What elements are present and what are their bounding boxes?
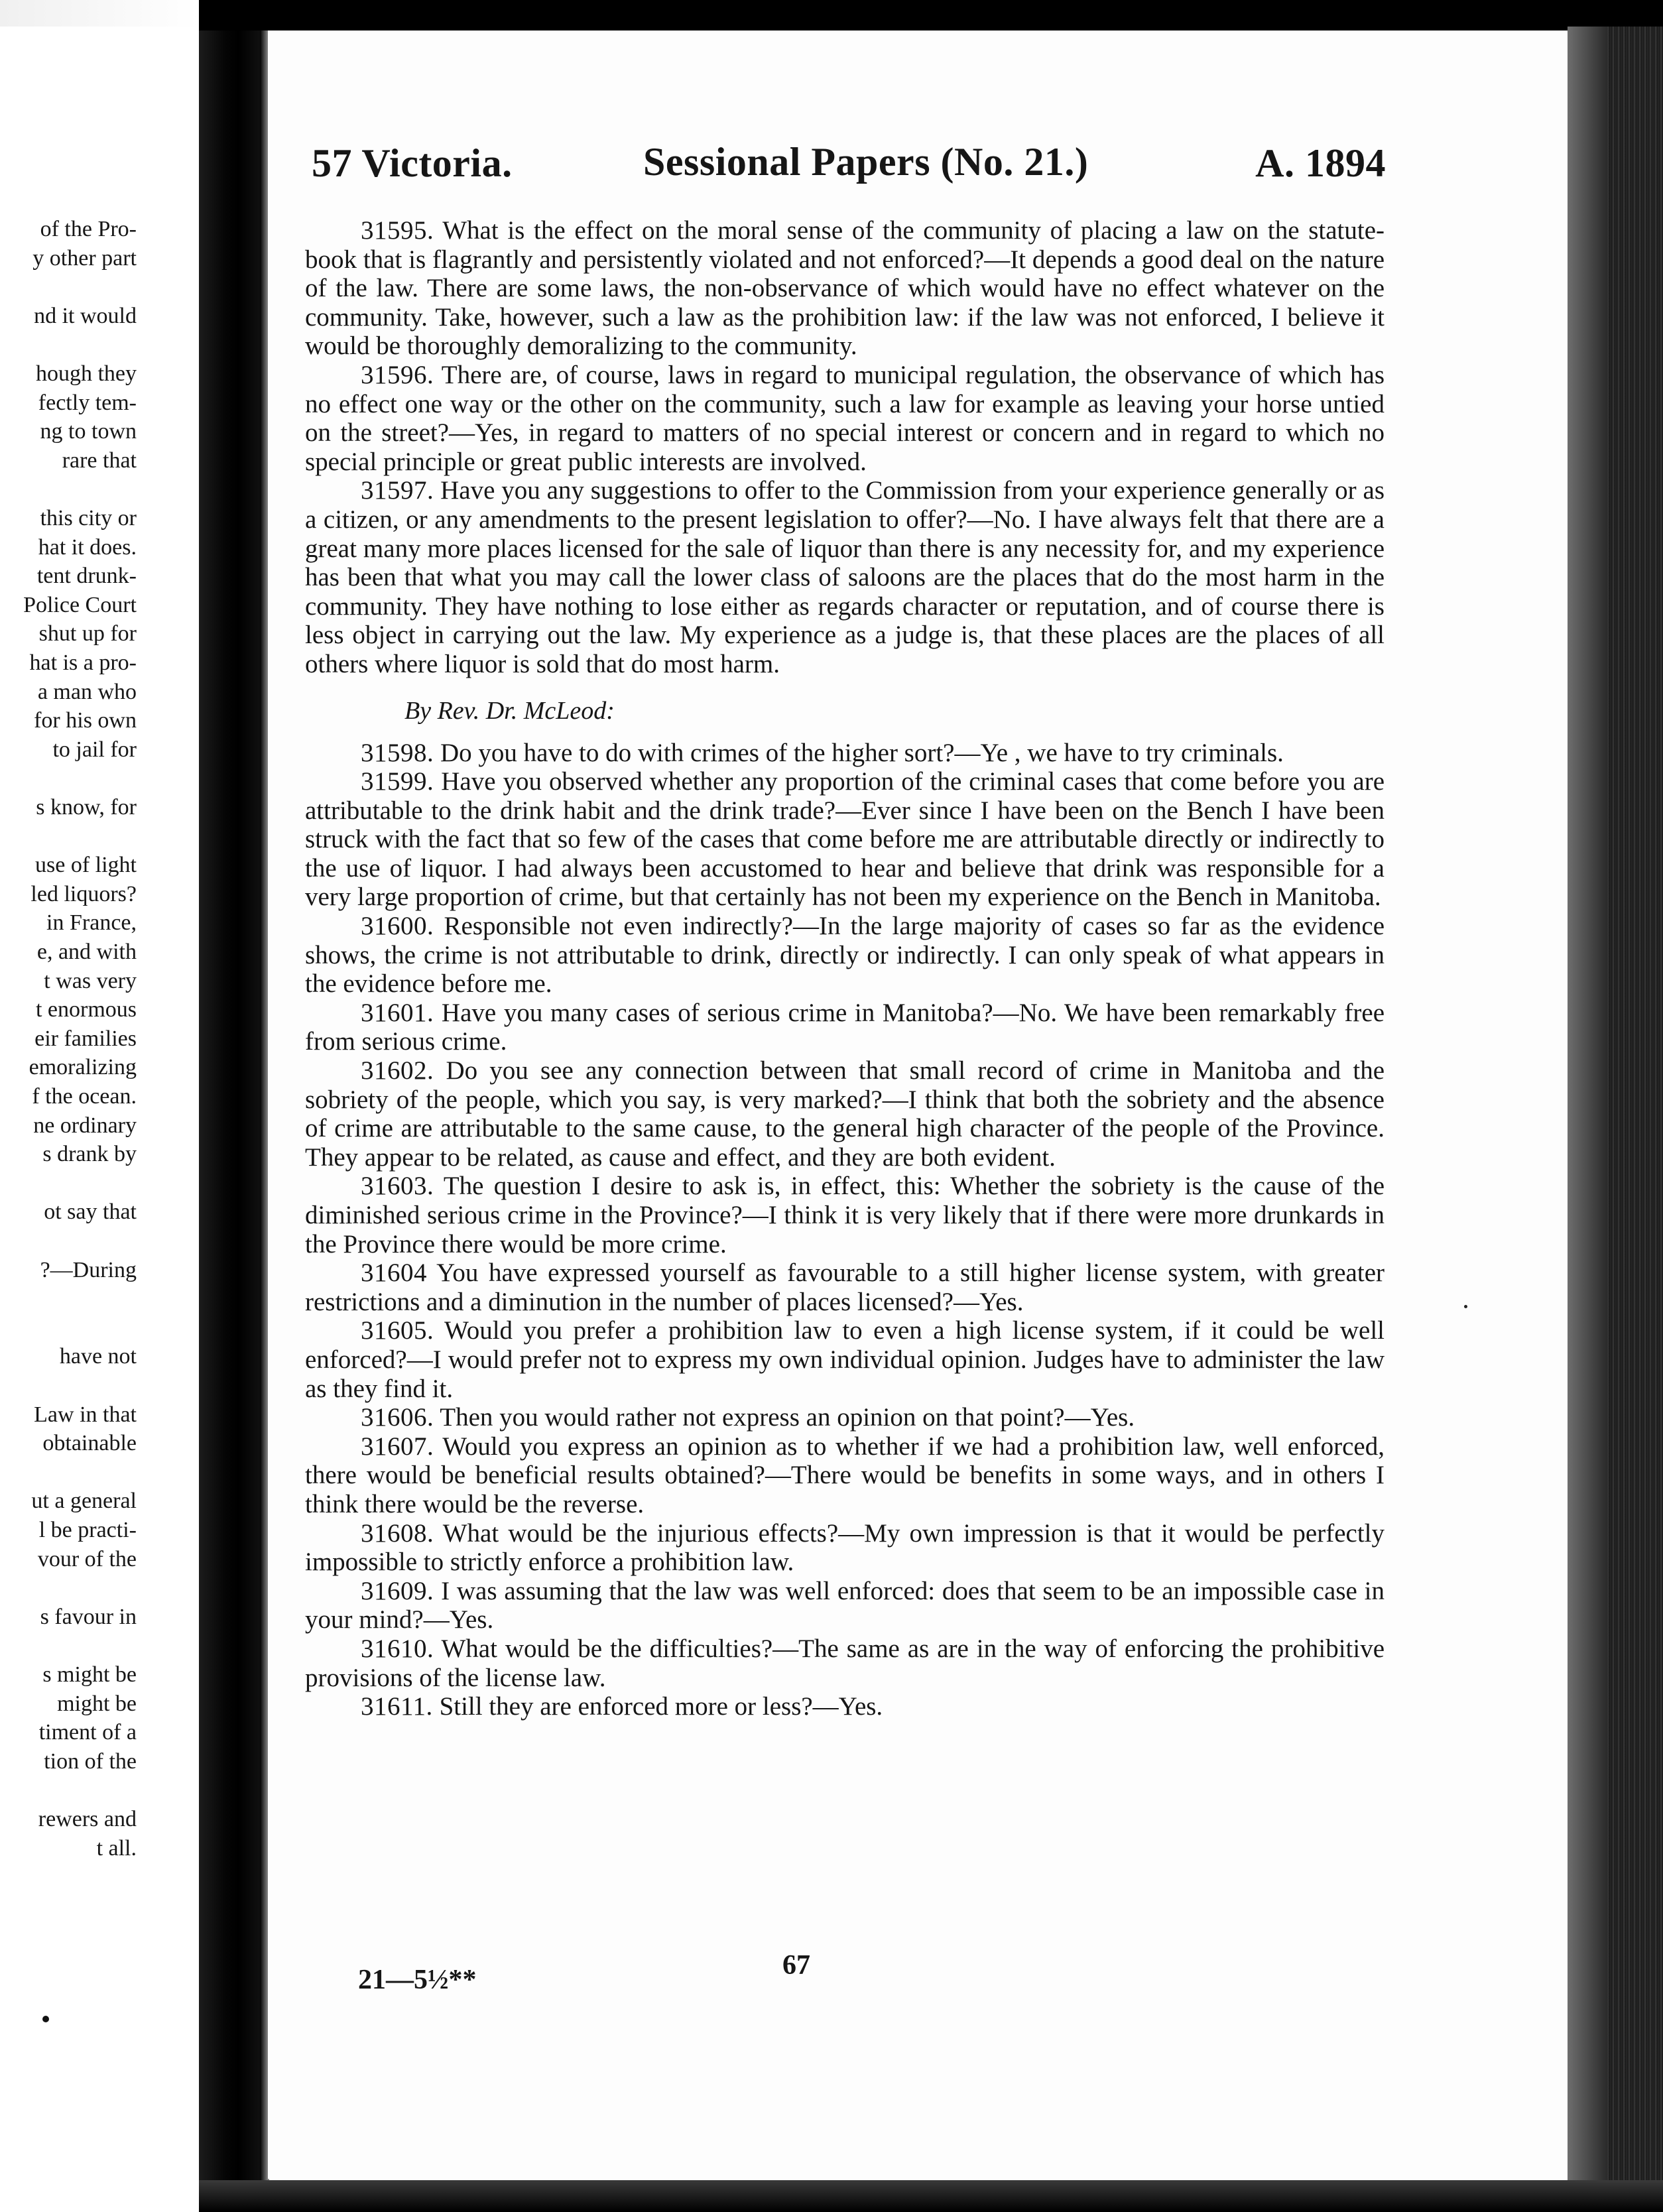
question-paragraph — [305, 999, 1385, 1056]
question-number: 31604 — [361, 1259, 427, 1288]
question-number: 31596. — [361, 360, 434, 389]
facing-page-line: t all. — [96, 1835, 137, 1861]
facing-page-line: tion of the — [44, 1749, 137, 1774]
question-paragraph — [305, 1432, 1385, 1519]
question-paragraph — [305, 1259, 1385, 1316]
facing-page-line: this city or — [40, 506, 137, 530]
facing-page-line: nd it would — [34, 303, 137, 328]
facing-page-line: hat is a pro- — [29, 650, 137, 675]
question-number: 31602. — [361, 1056, 434, 1085]
question-text: Would you prefer a prohibition law to even a high license system, if it could be well enforced?—I would prefer not to express my own individual opinion. Judges have to administer the law as they find it. — [305, 1316, 1385, 1403]
running-header — [312, 117, 1386, 190]
scan-bottom-border — [199, 2180, 1663, 2212]
stray-speck — [1464, 1305, 1467, 1308]
facing-page-line: hough they — [35, 361, 137, 386]
question-text: Do you have to do with crimes of the higher sort?—Ye , we have to try criminals. — [440, 738, 1284, 767]
facing-page-line: ut a general — [31, 1489, 137, 1514]
facing-page-line: s might be — [42, 1662, 137, 1687]
question-text: What is the effect on the moral sense of the community of placing a law on the statute-book that is flagrantly and persistently violated and not enforced?—It depends a good deal on the nature of the law. There are some laws, the non-observance of which would have no effect whatever on the community. Take, however, such a law as the prohibition law: if the law was not enforced, I believe it would be thoroughly demoralizing to the community. — [305, 216, 1385, 361]
facing-page-line: a man who — [37, 679, 137, 704]
paragraphs-after — [305, 739, 1385, 1721]
facing-page-line: hat it does. — [38, 534, 137, 560]
question-paragraph — [305, 912, 1385, 999]
question-text: I was assuming that the law was well enforced: does that seem to be an impossible case in your mind?—Yes. — [305, 1576, 1385, 1634]
question-number: 31601. — [361, 998, 434, 1027]
question-text: Do you see any connection between that small record of crime in Manitoba and the sobriety of the people, which you say, is very marked?—I think that both the sobriety and the absence of crime are attributable to the same cause, to the general high character of the people of the Province. They appear to be related, as cause and effect, and they are both evident. — [305, 1056, 1385, 1172]
stray-mark — [42, 2016, 49, 2022]
question-text: Would you express an opinion as to whether if we had a prohibition law, well enforced, there would be beneficial results obtained?—There would be benefits in some ways, and in others I think there would be the reverse. — [305, 1432, 1385, 1518]
question-paragraph — [305, 1172, 1385, 1259]
question-number: 31599. — [361, 767, 434, 796]
facing-page-line: fectly tem- — [38, 390, 137, 415]
facing-page-line: rewers and — [38, 1807, 137, 1831]
question-paragraph — [305, 1403, 1385, 1432]
facing-page-line: l be practi- — [38, 1518, 137, 1542]
question-paragraph — [305, 361, 1385, 476]
question-text: Responsible not even indirectly?—In the large majority of cases so far as the evidence shows, the crime is not attributable to drink, directly or indirectly. I can only speak of what appears in the evidence before me. — [305, 912, 1385, 999]
facing-page-line: might be — [57, 1691, 137, 1716]
facing-page-line: of the Pro- — [40, 217, 137, 241]
facing-page-line: s know, for — [36, 795, 137, 820]
question-number: 31600. — [361, 912, 434, 941]
facing-page-line: ne ordinary — [33, 1113, 137, 1138]
question-paragraph — [305, 1692, 1385, 1721]
question-number: 31607. — [361, 1432, 434, 1461]
question-paragraph — [305, 476, 1385, 678]
facing-page-line: rare that — [62, 448, 137, 473]
question-text: Have you any suggestions to offer to the Commission from your experience generally or as a citizen, or any amendments to the present legislation to offer?—No. I have always felt that there are a great many more places licensed for the sale of liquor than there is any necessity for, and my experience has been that what you may call the lower class of saloons are the places that do the most harm in the community. They have nothing to lose either as regards character or reputation, and of course there is less object in carrying out the law. My experience as a judge is, that these places are the places of all others where liquor is sold that do most harm. — [305, 476, 1385, 678]
book-gutter — [199, 0, 265, 2212]
facing-page-line: Police Court — [23, 592, 137, 617]
facing-page-line: eir families — [34, 1026, 137, 1051]
question-text: The question I desire to ask is, in effect, this: Whether the sobriety is the cause of the diminished serious crime in the Province?—I think it is very likely that if there were more drunkards in the Province there would be more crime. — [305, 1172, 1385, 1259]
facing-page-line: shut up for — [38, 621, 137, 646]
question-paragraph — [305, 216, 1385, 361]
page-edge-shade — [1568, 27, 1607, 2212]
facing-page-line: for his own — [34, 708, 137, 733]
facing-page-line: in France, — [46, 910, 137, 936]
speaker-heading: By Rev. Dr. McLeod: — [404, 696, 615, 725]
question-paragraph — [305, 1577, 1385, 1634]
question-number: 31609. — [361, 1576, 434, 1605]
facing-page-line: t enormous — [35, 997, 137, 1022]
facing-page-line: ng to town — [40, 419, 137, 444]
question-number: 31608. — [361, 1518, 434, 1548]
facing-page-line: timent of a — [38, 1720, 137, 1745]
page-stack-edges — [1568, 27, 1663, 2212]
question-text: What would be the difficulties?—The same as are in the way of enforcing the prohibitive provisions of the license law. — [305, 1634, 1385, 1692]
question-text: Have you observed whether any proportion of the criminal cases that come before you are attributable to the drink habit and the drink trade?—Ever since I have been on the Bench I have been struck with the fact that so few of the cases that come before me are attributable directly or indirectly to the use of liquor. I had always been accustomed to hear and believe that drink was responsible for a very large proportion of crime, but that certainly has not been my experience on the Bench in Manitoba. — [305, 767, 1385, 912]
facing-page — [0, 0, 199, 2212]
facing-page-text — [0, 0, 139, 2212]
question-number: 31595. — [361, 216, 434, 245]
question-text: Then you would rather not express an opinion on that point?—Yes. — [440, 1403, 1135, 1432]
facing-page-line: s favour in — [40, 1604, 137, 1629]
question-number: 31598. — [361, 738, 434, 767]
facing-page-line: emoralizing — [29, 1055, 137, 1080]
question-paragraph — [305, 739, 1385, 768]
facing-page-line: vour of the — [37, 1546, 137, 1571]
facing-page-line: Law in that — [34, 1402, 137, 1427]
facing-page-line: s drank by — [42, 1142, 137, 1167]
question-number: 31610. — [361, 1634, 434, 1663]
facing-page-line: ?—During — [40, 1257, 137, 1282]
header-year: A. 1894 — [1255, 141, 1386, 185]
question-paragraph — [305, 1056, 1385, 1172]
question-text: There are, of course, laws in regard to municipal regulation, the observance of which has no effect one way or the other on the community, such a law for example as leaving your horse untied on the street?—Yes, in regard to matters of no special interest or concern and in regard to which no special principle or great public interests are involved. — [305, 360, 1385, 476]
facing-page-line: ot say that — [44, 1199, 137, 1225]
facing-page-line: led liquors? — [31, 881, 137, 906]
question-text: Still they are enforced more or less?—Yes. — [439, 1692, 883, 1721]
question-number: 31611. — [361, 1692, 433, 1721]
facing-page-line: tent drunk- — [36, 564, 137, 589]
paragraphs-before — [305, 216, 1385, 679]
question-number: 31603. — [361, 1172, 434, 1201]
question-number: 31597. — [361, 476, 434, 505]
page-number: 67 — [782, 1950, 810, 1981]
question-text: Have you many cases of serious crime in Manitoba?—No. We have been remarkably free from serious crime. — [305, 998, 1385, 1056]
facing-page-line: f the ocean. — [32, 1084, 137, 1109]
question-number: 31606. — [361, 1403, 434, 1432]
header-regnal-year: 57 Victoria. — [312, 141, 513, 185]
facing-page-line: use of light — [35, 853, 137, 878]
question-paragraph — [305, 767, 1385, 912]
scan-top-border — [199, 0, 1663, 31]
facing-page-line: y other part — [32, 245, 137, 271]
testimony-body — [305, 216, 1385, 1721]
facing-page-line: obtainable — [42, 1431, 137, 1456]
facing-page-line: to jail for — [52, 737, 137, 762]
question-paragraph — [305, 1316, 1385, 1403]
signature-mark: 21—5½** — [358, 1965, 477, 1995]
question-paragraph — [305, 1634, 1385, 1692]
facing-page-line: t was very — [44, 968, 137, 993]
question-text: What would be the injurious effects?—My own impression is that it would be perfectly impossible to strictly enforce a prohibition law. — [305, 1518, 1385, 1577]
question-number: 31605. — [361, 1316, 434, 1345]
facing-page-line: have not — [59, 1344, 137, 1369]
header-title: Sessional Papers (No. 21.) — [643, 140, 1089, 184]
facing-page-line: e, and with — [36, 940, 137, 964]
question-text: You have expressed yourself as favourable to a still higher license system, with greater restrictions and a diminution in the number of places licensed?—Yes. — [305, 1259, 1385, 1316]
question-paragraph — [305, 1519, 1385, 1577]
